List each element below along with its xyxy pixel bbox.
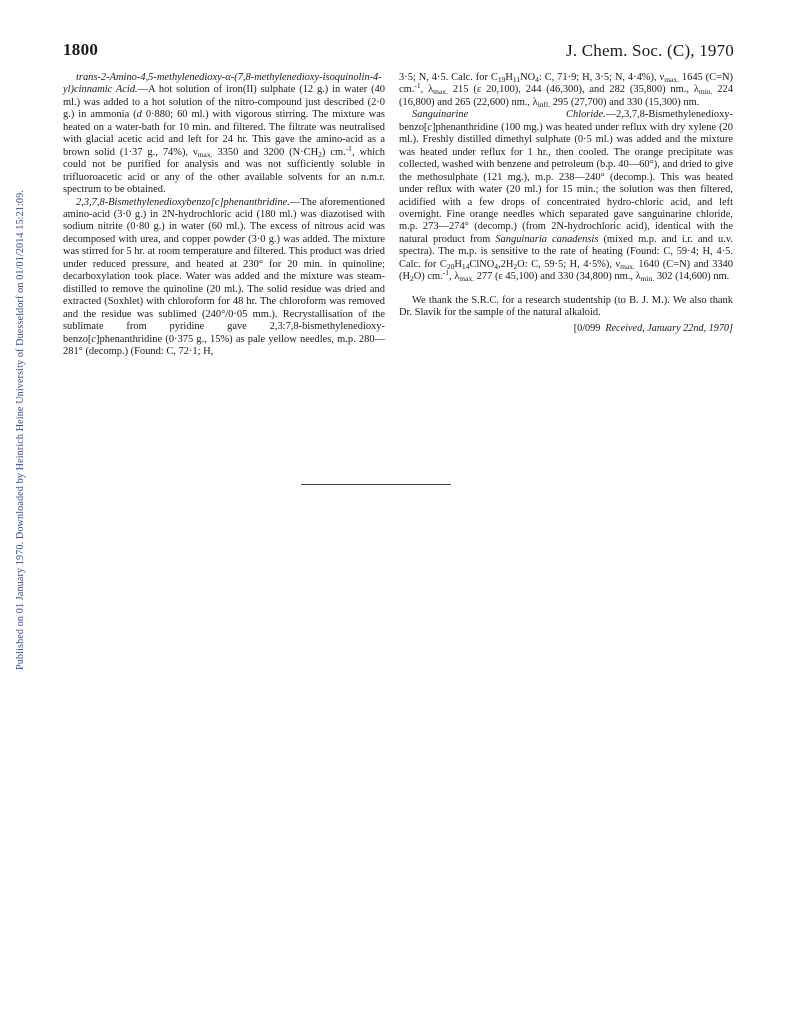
subscript: max. [197,149,213,159]
received-date: Received, January 22nd, 1970] [605,322,733,334]
subscript: max. [459,274,475,284]
text-run: 224 (16,800) and 265 (22,600) nm., λ [399,84,733,108]
subscript: 19 [497,75,506,84]
subscript: 2 [318,149,322,159]
text-run: c [91,333,97,345]
superscript: -1 [414,81,421,91]
subscript: 2 [410,274,414,284]
text-run: 215 (ε 20,100), 244 (46,300), and 282 (35,800) nm., λ [447,84,699,96]
text-run: ClNO [469,258,495,270]
text-run: : C, 71·9; H, 3·5; N, 4·4%), ν [538,72,665,83]
text-run: —2,3,7,8-Bismethylenedioxy-benzo[ [399,109,733,133]
text-run: (mixed m.p. and i.r. and u.v. spectra). The m.p. is sensitive to the rate of heating (Found: C, 59·4; H, 4·5. Calc. for C [399,233,733,270]
text-run: 1645 (C=N) cm. [399,72,733,96]
text-run: —The aforementioned amino-acid (3·0 g.) in 2N-hydrochloric acid (180 ml.) was diazotised with sodium nitrite (0·80 g.) in water (60 ml.). The excess of nitrous acid was decomposed with urea, and copper powder (3·0 g.) was added. The mixture was stirred for 5 hr. at room temperature and filtered. This product was dried under reduced pressure, and heated at 230° for 20 min. in quinoline; decarboxylation took place. Water was added and the mixture was steam-distilled to remove the quinoline (20 ml.). The solid residue was dried and extracted (Soxhlet) with chloroform for 48 hr. The chloroform was removed and the residue was sublimed (240°/0·05 mm.). Recrystallisation of the sublimate from pyridine gave 2,3:7,8-bismethylenedioxy-benzo[ [63,196,385,345]
text-run: , λ [449,271,460,283]
left-column [63,72,385,358]
text-run: 302 (14,600) nm. [654,271,730,283]
end-rule [301,484,451,485]
subscript: max. [433,87,448,97]
text-run: NO [520,72,536,83]
text-run: 3350 and 3200 (N·CH [212,146,319,158]
text-run: 295 (27,700) and 330 (15,300) nm. [550,96,700,108]
subscript: max. [620,261,635,271]
download-stamp [3,150,26,670]
acknowledgement: We thank the S.R.C. for a research studentship (to B. J. M.). We also thank Dr. Slavik for the sample of the natural alkaloid. [399,294,733,319]
text-run: O: C, 59·5; H, 4·5%), ν [517,258,621,270]
text-run: H [454,258,462,270]
text-run: ]phenanthridine (0·375 g., 15%) as pale yellow needles, m.p. 280—281° (decomp.) (Found: C, 72·1; H, [63,333,385,357]
text-run: ,2H [498,258,514,270]
section-title-sanguinarine: Sanguinarine Chloride. [412,109,606,121]
subscript: 11 [512,75,521,84]
paragraph-amino-acid [63,72,385,197]
subscript: max. [664,75,679,84]
section-title-phenanthridine: 2,3,7,8-Bismethylenedioxybenzo[c]phenanthridine. [76,196,290,208]
text-run: c [427,121,433,133]
text-run: , which could not be purified for analysis and was not sufficiently soluble in trifluoroacetic acid or any of the other available solvents for an n.m.r. spectrum to be obtained. [63,146,386,196]
subscript: 4 [494,261,499,271]
text-run: 0·880; 60 ml.) with vigorous stirring. The mixture was heated on a water-bath for 10 min. and filtered. The filtrate was neutralised with glacial acetic acid and left for 24 hr. This gave the amino-acid as a brown solid (1·37 g., 74%), ν [63,109,385,158]
section-title-amino-acid: trans-2-Amino-4,5-methylenedioxy-α-(7,8-methylenedioxy-isoquinolin-4-yl)cinnamic Acid. [63,72,382,96]
text-run: H [505,72,513,83]
right-column [399,72,733,335]
subscript: 14 [461,261,470,271]
subscript: min. [698,87,713,97]
subscript: 20 [446,261,455,271]
text-run: ]phenanthridine (100 mg.) was heated under reflux with dry xylene (20 ml.). Freshly distilled dimethyl sulphate (0·5 ml.) was added and the mixture was heated under reflux for 1 hr., then cooled. The orange precipitate was collected, washed with benzene and petroleum (b.p. 40—60°), and dried to give the methosulphate (121 mg.), m.p. 238—240° (decomp.). This was heated under reflux with water (20 ml.) for 15 min.; the solution was then filtered, acidified with a few drops of concentrated hydro-chloric acid, and left overnight. Fine orange needles which separated gave sanguinarine chloride, m.p. 273—274° (decomp.) (from 2N-hydrochloric acid), identical with the natural product from [399,121,733,245]
subscript: infl. [537,99,550,109]
subscript: 4 [535,75,539,84]
text-run: 3·5; N, 4·5. Calc. for C [399,72,498,83]
page-number: 1800 [63,40,99,59]
paragraph-phenanthridine [63,197,385,359]
text-run: ) cm. [321,146,346,158]
text-run: , λ [420,84,434,96]
superscript: -1 [345,143,352,153]
superscript: -1 [442,268,449,278]
text-run: O) cm. [413,271,443,283]
species-name: Sanguinaria canadensis [495,233,599,245]
text-run: —A hot solution of iron(II) sulphate (12 g.) in water (40 ml.) was added to a hot solution of the nitro-compound just described (2·0 g.) in ammonia ( [63,84,385,121]
paragraph-analysis-continued [399,72,733,109]
paragraph-sanguinarine [399,109,733,283]
received-note [399,323,733,335]
download-stamp-text: Published on 01 January 1970. Downloaded by Heinrich Heine University of Duesseldorf on 01/01/2014 15:21:09. [15,190,26,670]
subscript: 2 [513,261,518,271]
subscript: min. [640,274,655,284]
text-run: d [136,109,142,121]
text-run: 277 (ε 45,100) and 330 (34,800) nm., λ [474,271,641,283]
journal-header: J. Chem. Soc. (C), 1970 [566,41,734,60]
text-run: 1640 (C=N) and 3340 (H [399,258,733,283]
manuscript-ref: [0/099 [573,322,601,334]
